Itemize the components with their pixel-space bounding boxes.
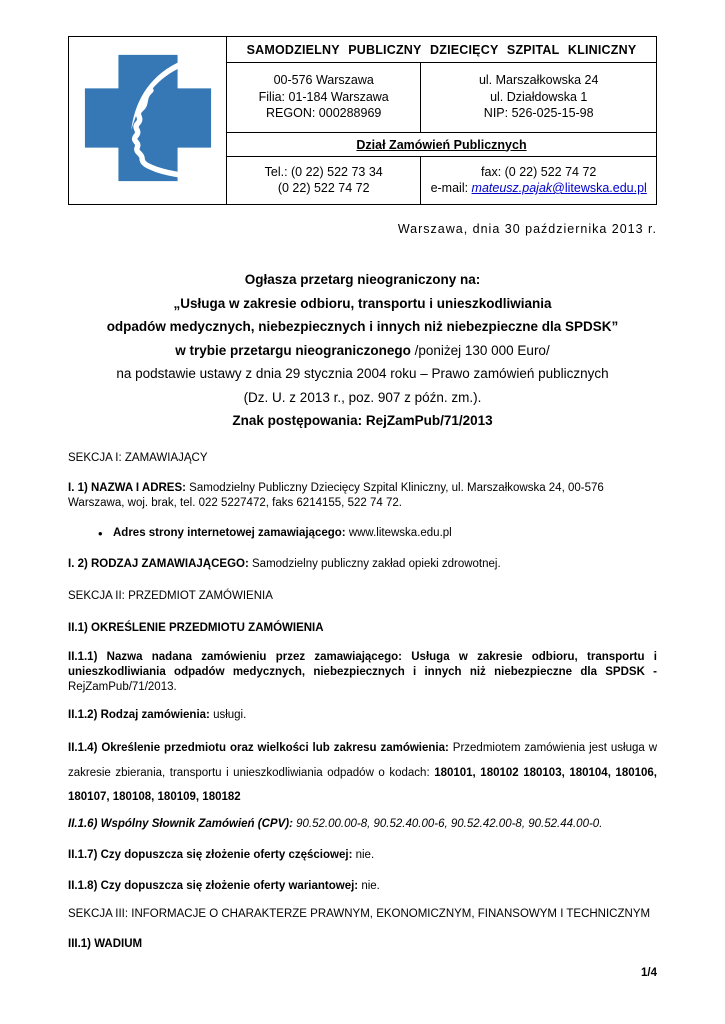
paragraph-ii11-text: RejZamPub/71/2013. xyxy=(68,681,177,693)
section-3-heading: SEKCJA III: INFORMACJE O CHARAKTERZE PRAWNYM, EKONOMICZNYM, FINANSOWYM I TECHNICZNYM xyxy=(68,907,651,920)
email-domain: @litewska.edu.pl xyxy=(552,181,647,195)
paragraph-ii11 xyxy=(68,650,657,695)
contact-row xyxy=(227,157,656,204)
paragraph-ii17-label: II.1.7) Czy dopuszcza się złożenie oferty częściowej: xyxy=(68,848,353,861)
paragraph-i2-label: I. 2) RODZAJ ZAMAWIAJĄCEGO: xyxy=(68,558,249,570)
hospital-name: SAMODZIELNY PUBLICZNY DZIECIĘCY SZPITAL KLINICZNY xyxy=(227,37,656,63)
paragraph-ii14 xyxy=(68,736,657,810)
paragraph-ii12 xyxy=(68,708,657,723)
paragraph-i1-text: Samodzielny Publiczny Dziecięcy Szpital Kliniczny, ul. Marszałkowska 24, 00-576 Warszawa, woj. brak, tel. 022 5227472, faks 6214155, 522 74 72. xyxy=(68,482,604,509)
procedure-mode: w trybie przetargu nieograniczonego xyxy=(175,342,411,358)
email-link[interactable] xyxy=(472,181,647,195)
procedure-threshold: /poniżej 130 000 Euro/ xyxy=(410,342,550,358)
phone-cell xyxy=(227,157,420,204)
paragraph-i2 xyxy=(68,557,657,572)
paragraph-ii16-label: II.1.6) Wspólny Słownik Zamówień (CPV): xyxy=(68,817,293,830)
page-number: 1/4 xyxy=(641,967,657,979)
paragraph-ii16-text: 90.52.00.00-8, 90.52.40.00-6, 90.52.42.00-8, 90.52.44.00-0. xyxy=(292,817,603,830)
title-line-procedure xyxy=(48,339,677,363)
phone-line-1: Tel.: (0 22) 522 73 34 xyxy=(264,164,383,179)
bullet-url: www.litewska.edu.pl xyxy=(345,527,452,539)
street-line-2: ul. Działdowska 1 xyxy=(490,89,588,104)
section-1-heading: SEKCJA I: ZAMAWIAJĄCY xyxy=(68,452,208,464)
department-title: Dział Zamówień Publicznych xyxy=(227,133,656,157)
address-row xyxy=(227,63,656,133)
email-label: e-mail: xyxy=(430,181,472,195)
fax-email-cell xyxy=(420,157,656,204)
title-line-subject-2: odpadów medycznych, niebezpiecznych i innych niż niebezpieczne dla SPDSK” xyxy=(106,319,619,334)
fax-line: fax: (0 22) 522 74 72 xyxy=(481,164,597,179)
hospital-cross-logo-icon xyxy=(79,49,217,192)
title-line-journal: (Dz. U. z 2013 r., poz. 907 z późn. zm.). xyxy=(243,389,482,405)
street-line-1: ul. Marszałkowska 24 xyxy=(478,73,599,87)
address-right-cell xyxy=(420,63,656,132)
paragraph-ii12-text: usługi. xyxy=(209,709,247,721)
bullet-icon: • xyxy=(98,526,103,541)
title-line-announce: Ogłasza przetarg nieograniczony na: xyxy=(244,272,481,287)
bullet-content xyxy=(113,526,452,541)
paragraph-ii1-heading: II.1) OKREŚLENIE PRZEDMIOTU ZAMÓWIENIA xyxy=(68,622,324,634)
header-right-block xyxy=(227,37,656,204)
paragraph-ii16 xyxy=(68,817,657,832)
hospital-logo-cell xyxy=(69,37,227,204)
paragraph-i2-text: Samodzielny publiczny zakład opieki zdrowotnej. xyxy=(248,558,501,570)
paragraph-iii1-heading: III.1) WADIUM xyxy=(68,937,143,950)
bullet-label: Adres strony internetowej zamawiającego: xyxy=(113,527,346,539)
nip-line: NIP: 526-025-15-98 xyxy=(483,106,594,120)
paragraph-ii17 xyxy=(68,848,657,863)
paragraph-ii17-text: nie. xyxy=(352,848,375,861)
title-line-legal-basis: na podstawie ustawy z dnia 29 stycznia 2004 roku – Prawo zamówień publicznych xyxy=(116,366,609,381)
paragraph-ii11-label: II.1.1) Nazwa nadana zamówieniu przez zamawiającego: Usługa w zakresie odbioru, transportu i unieszkodliwiania odpadów medycznych, niebezpiecznych i innych niż niebezpieczne dla SPDSK - xyxy=(68,651,657,678)
paragraph-ii18 xyxy=(68,879,657,894)
regon-line: REGON: 000288969 xyxy=(266,106,382,120)
title-line-subject-1: „Usługa w zakresie odbioru, transportu i unieszkodliwiania xyxy=(173,295,552,311)
phone-line-2: (0 22) 522 74 72 xyxy=(277,181,370,195)
paragraph-ii18-text: nie. xyxy=(358,879,380,892)
email-user: mateusz.pajak xyxy=(471,181,553,195)
date-line: Warszawa, dnia 30 października 2013 r. xyxy=(397,222,657,236)
postal-code-line: 00-576 Warszawa xyxy=(273,73,374,87)
paragraph-ii14-codes: 180101, 180102 180103, 180104, 180106, 180107, 180108, 180109, 180182 xyxy=(68,766,657,803)
title-block xyxy=(48,268,677,433)
title-line-case-number: Znak postępowania: RejZamPub/71/2013 xyxy=(232,413,493,428)
paragraph-ii12-label: II.1.2) Rodzaj zamówienia: xyxy=(68,709,210,721)
paragraph-i1 xyxy=(68,481,657,511)
paragraph-ii14-text: Przedmiotem zamówienia jest usługa w zakresie zbierania, transportu i unieszkodliwiania odpadów o kodach: xyxy=(68,742,658,779)
section-2-heading: SEKCJA II: PRZEDMIOT ZAMÓWIENIA xyxy=(68,590,273,602)
document-body xyxy=(68,451,657,967)
address-left-cell xyxy=(227,63,420,132)
paragraph-ii18-label: II.1.8) Czy dopuszcza się złożenie oferty wariantowej: xyxy=(68,879,359,892)
header-table xyxy=(68,36,657,205)
email-line xyxy=(425,180,652,197)
paragraph-i1-label: I. 1) NAZWA I ADRES: xyxy=(68,482,186,494)
branch-line: Filia: 01-184 Warszawa xyxy=(258,89,389,104)
paragraph-ii14-label: II.1.4) Określenie przedmiotu oraz wielkości lub zakresu zamówienia: xyxy=(68,742,449,754)
bullet-item-website xyxy=(68,526,657,541)
